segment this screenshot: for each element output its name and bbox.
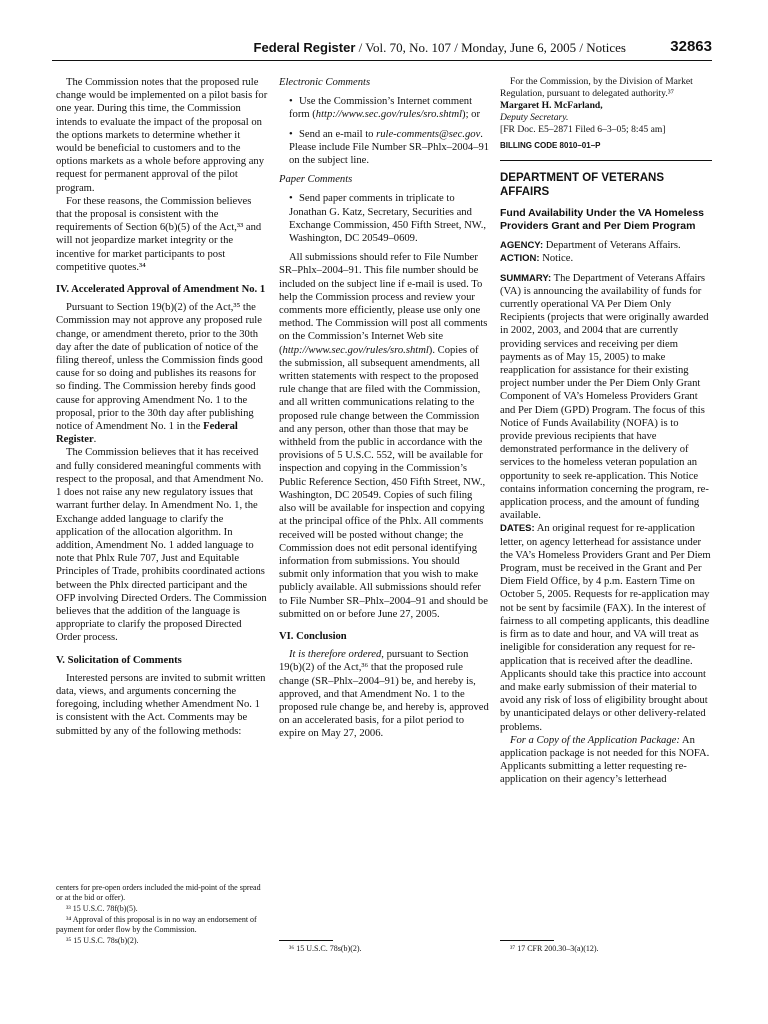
signer-title: Deputy Secretary. xyxy=(500,112,569,123)
footnote: centers for pre-open orders included the mid-point of the spread or at the bid or offer). xyxy=(56,883,261,902)
footnote: ³⁴ Approval of this proposal is in no way an endorsement of payment for order flow by the Commission. xyxy=(56,915,257,934)
subheading: Paper Comments xyxy=(279,174,353,186)
footnote: ³⁷ 17 CFR 200.30–3(a)(12). xyxy=(510,944,599,953)
italic-text: It is therefore ordered xyxy=(289,649,382,661)
footnote: ³⁵ 15 U.S.C. 78s(b)(2). xyxy=(66,936,139,945)
footnote-rule xyxy=(279,940,333,941)
summary-label: SUMMARY: xyxy=(500,272,552,284)
summary-paragraph xyxy=(500,272,712,523)
paragraph xyxy=(500,734,712,787)
signer-name: Margaret H. McFarland, xyxy=(500,100,603,111)
web-link[interactable]: http://www.sec.gov/rules/sro.shtml xyxy=(315,109,463,121)
italic-text: For a Copy of the Application Package: xyxy=(510,734,680,746)
column-1 xyxy=(56,76,268,738)
bullet-item xyxy=(279,192,491,245)
text: , pursuant to Section 19(b)(2) of the Act,³⁶ that the proposed rule change (SR–Phlx–2004–91) be, and hereby is, approved, and that Amendment No. 1 to the proposed rule change be, and hereby is, approved on an accelerated basis, for a pilot period to expire on May 27, 2006. xyxy=(279,649,489,740)
section-heading: VI. Conclusion xyxy=(279,630,347,642)
subheading: Electronic Comments xyxy=(279,77,371,88)
text: Send an e-mail to xyxy=(299,128,377,140)
paragraph: The Commission believes that it has received and fully considered meaningful comments with respect to the proposal, and that Amendment No. 1 does not raise any new regulatory issues that warrant further delay. In Amendment No. 1, the Exchange added language to clarify the application of the allocation algorithm. In addition, Amendment No. 1 added language to note that Phlx Rule 707, Just and Equitable Principles of Trade, prohibits coordinated actions between the Phlx directed participant and the OFP involving Directed Orders. The Commission believes that the addition of the language is appropriate to clarify the proposed Directed Order process. xyxy=(56,447,267,644)
notice-title: Fund Availability Under the VA Homeless Providers Grant and Per Diem Program xyxy=(500,207,705,233)
footnote-rule xyxy=(500,940,554,941)
paragraph xyxy=(279,648,491,740)
column-2 xyxy=(279,76,491,741)
text: An application package is not needed for this NOFA. Applicants submitting a letter requesting re-application on their agency’s letterhead xyxy=(500,734,710,786)
section-heading: IV. Accelerated Approval of Amendment No. 1 xyxy=(56,284,266,296)
email-link[interactable]: rule-comments@sec.gov xyxy=(376,128,481,140)
bullet-icon: • xyxy=(289,96,293,108)
footnotes-column-1 xyxy=(56,880,268,947)
bullet-item xyxy=(279,95,491,121)
agency-line xyxy=(500,239,712,252)
text: All submissions should refer to File Number SR–Phlx–2004–91. This file number should be included on the subject line if e-mail is used. To help the Commission process and review your comments more efficiently, please use only one method. The Commission will post all comments on the Commission’s Internet Web site ( xyxy=(279,252,488,356)
bullet-icon: • xyxy=(289,193,293,205)
header-citation xyxy=(254,40,626,56)
text: An original request for re-application letter, on agency letterhead for assistance under the VA’s Homeless Providers Grant and Per Diem Program, must be received in the Grant and Per Diem Field Office, by 4 p.m. Eastern Time on October 5, 2005. Requests for re-application may not be sent by facsimile (FAX). In the interest of fairness to all competing applicants, this deadline is firm as to date and hour, and VA will treat as ineligible for consideration any request for re-application that is received after the deadline. Applicants should take this practice into account and make early submission of their material to avoid any risk of loss of eligibility brought about by unanticipated delays or other delivery-related problems. xyxy=(500,523,711,733)
footnotes-column-2 xyxy=(279,940,491,955)
paragraph: The Commission notes that the proposed rule change would be implemented on a pilot basis for one year. During this time, the Commission intends to evaluate the impact of the proposal on the options markets to determine whether it would be beneficial to customers and to the options markets as a whole before approving any request for permanent approval of the pilot program. xyxy=(56,77,268,194)
paragraph: For these reasons, the Commission believes that the proposal is consistent with the requirements of Section 6(b)(5) of the Act,³³ and will not jeopardize market integrity or the incentive for market participants to post competitive quotes.³⁴ xyxy=(56,195,262,273)
text: The Department of Veterans Affairs (VA) is announcing the availability of funds for currently operational VA Per Diem Only Recipients (projects that were originally awarded in 2002, 2003, and 2004 that are currently providing services and receiving per diem payments as of May 15, 2005) to make reapplication for assistance for their existing project number under the Per Diem Only Grant Component of VA’s Homeless Providers Grant and Per Diem (GPD) Program. The focus of this Notice of Funds Availability (NOFA) is to provide previous recipients that have demonstrated performance in the delivery of services to the homeless veteran population an opportunity to seek re-application. This Notice contains information concerning the program, re-application process, and the amount of funding available. xyxy=(500,272,709,522)
footnote: ³⁶ 15 U.S.C. 78s(b)(2). xyxy=(289,944,362,953)
web-link[interactable]: http://www.sec.gov/rules/sro.shtml xyxy=(282,344,429,356)
dates-label: DATES: xyxy=(500,523,535,535)
publication-name: Federal Register xyxy=(253,40,356,55)
authority-line: For the Commission, by the Division of Market Regulation, pursuant to delegated authority.³⁷ xyxy=(500,76,693,99)
text: Department of Veterans Affairs. xyxy=(543,240,681,252)
agency-heading: DEPARTMENT OF VETERANS AFFAIRS xyxy=(500,172,664,199)
billing-code: BILLING CODE 8010–01–P xyxy=(500,141,601,150)
column-3 xyxy=(500,76,712,787)
paragraph xyxy=(279,251,491,621)
text: Send paper comments in triplicate to Jonathan G. Katz, Secretary, Securities and Exchange Commission, 450 Fifth Street, NW., Washington, DC 20549–0609. xyxy=(289,193,487,245)
dates-paragraph xyxy=(500,522,712,733)
paragraph xyxy=(56,301,268,446)
bullet-item xyxy=(279,128,491,168)
text: Pursuant to Section 19(b)(2) of the Act,³⁵ the Commission may not approve any proposed rule change, or amendment thereto, prior to the 30th day after the date of publication of notice of the filing thereof, unless the Commission finds good cause for so doing and publishes its reasons for so finding. The Commission hereby finds good cause for approving Amendment No. 1 to the proposal, prior to the 30th day after publishing notice of Amendment No. 1 in the xyxy=(56,302,263,433)
paragraph: Interested persons are invited to submit written data, views, and arguments concerning the foregoing, including whether Amendment No. 1 is consistent with the Act. Comments may be submitted by any of the following methods: xyxy=(56,672,266,737)
text: Use the Commission’s Internet comment form ( xyxy=(289,96,473,121)
footnotes-column-3 xyxy=(500,940,712,955)
text: ). Copies of the submission, all subsequent amendments, all written statements with respect to the proposed rule change that are filed with the Commission, and all written communications relating to the proposed rule change between the Commission and any person, other than those that may be withheld from the public in accordance with the provisions of 5 U.S.C. 552, will be available for inspection and copying in the Commission’s Public Reference Section, 450 Fifth Street, NW., Washington, DC 20549. Copies of such filing also will be available for inspection and copying at the principal office of the Phlx. All comments received will be posted without change; the Commission does not edit personal identifying information from submissions. You should submit only information that you wish to make publicly available. All submissions should refer to File Number SR–Phlx–2004–91 and should be submitted on or before June 27, 2005. xyxy=(279,344,488,620)
section-heading: V. Solicitation of Comments xyxy=(56,654,182,666)
footnote: ³³ 15 U.S.C. 78f(b)(5). xyxy=(66,904,138,913)
text: . Please include File Number SR–Phlx–2004–91 on the subject line. xyxy=(289,128,490,167)
action-label: ACTION: xyxy=(500,253,540,265)
text: . xyxy=(93,434,97,446)
page-number: 32863 xyxy=(670,38,712,55)
bullet-icon: • xyxy=(289,128,293,140)
page-header xyxy=(52,38,712,61)
action-line xyxy=(500,252,712,265)
federal-register-ref: Federal Register xyxy=(56,421,238,446)
divider xyxy=(500,160,712,161)
agency-label: AGENCY: xyxy=(500,240,544,252)
issue-info: / Vol. 70, No. 107 / Monday, June 6, 2005 / Notices xyxy=(355,40,626,55)
text: ); or xyxy=(462,109,480,121)
text: Notice. xyxy=(539,253,574,265)
fr-doc-line: [FR Doc. E5–2871 Filed 6–3–05; 8:45 am] xyxy=(500,124,666,135)
